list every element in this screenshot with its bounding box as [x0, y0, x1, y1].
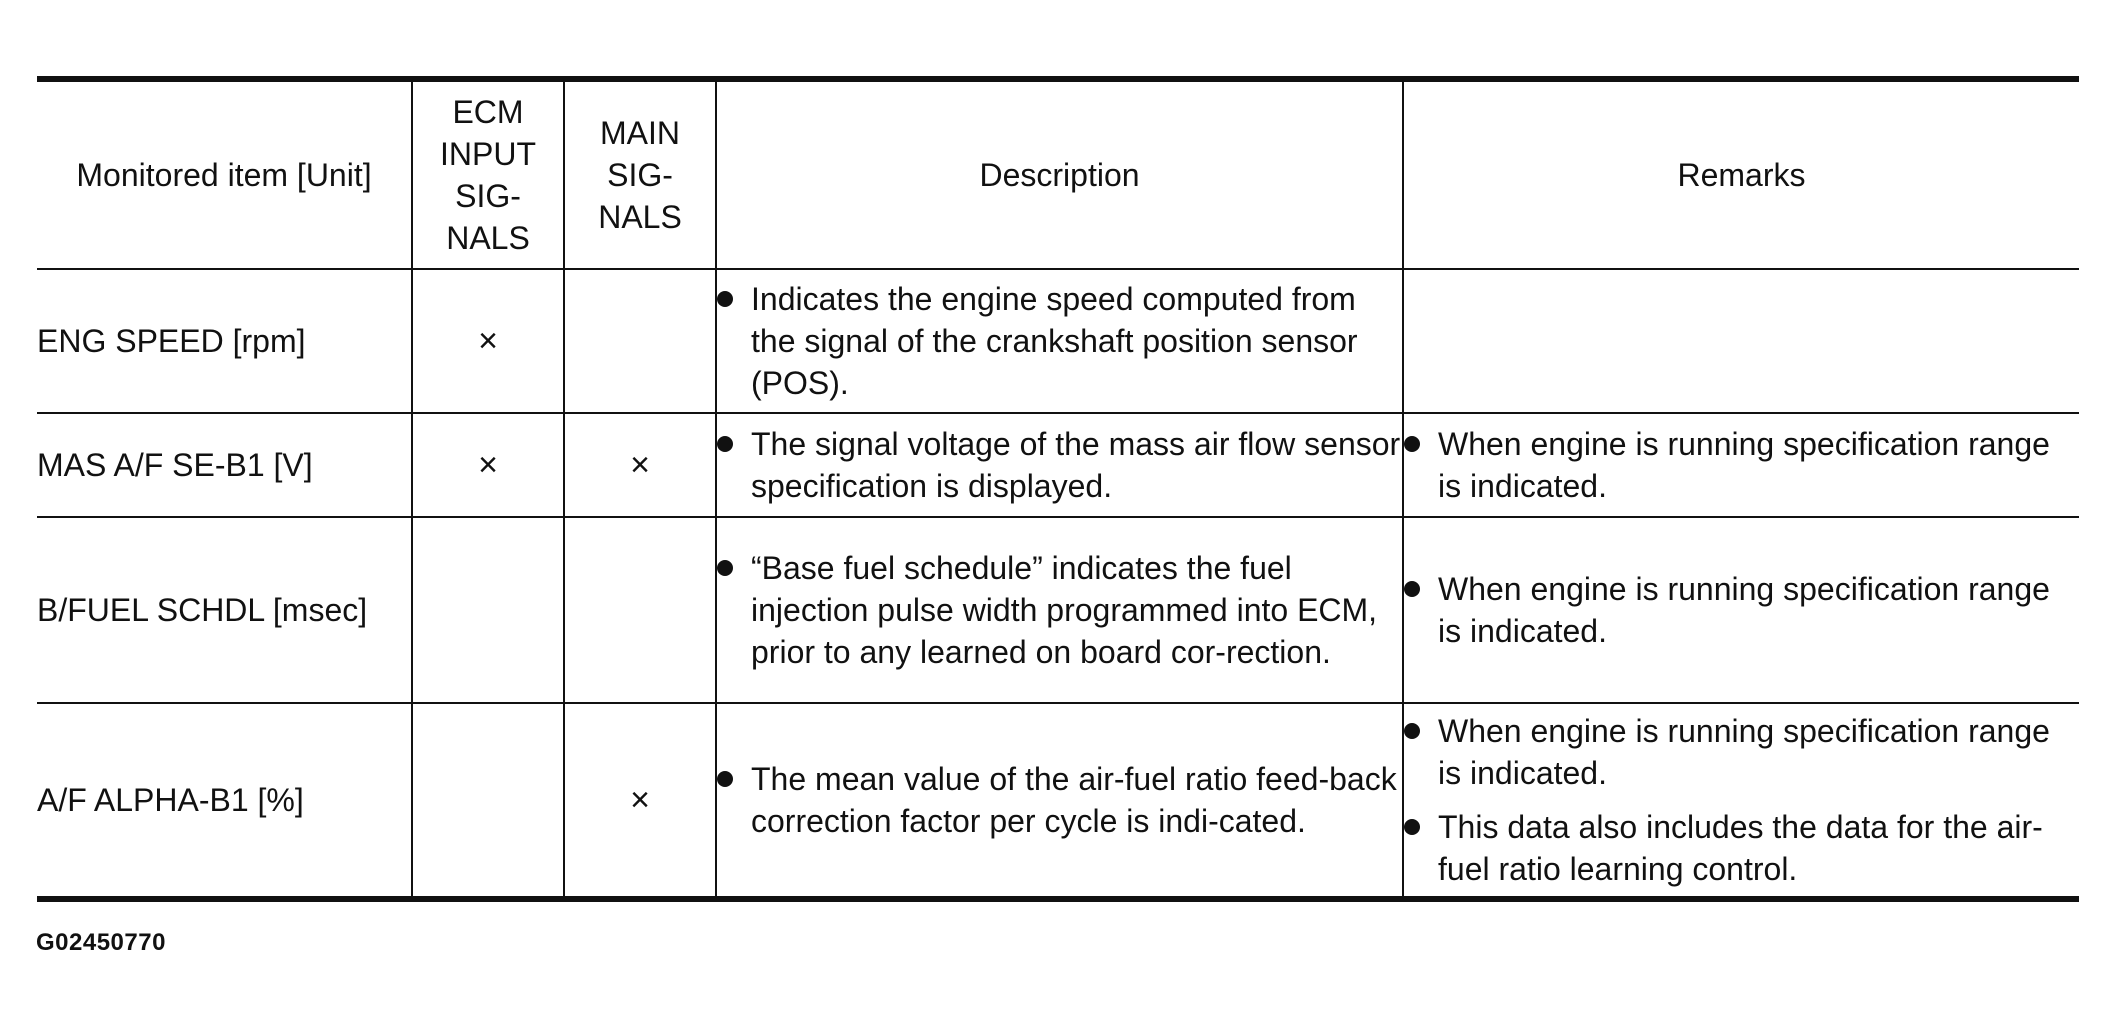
- remarks-cell: [1403, 703, 2079, 899]
- monitored-item-cell: ENG SPEED [rpm]: [37, 269, 412, 413]
- bullet-icon: [717, 436, 733, 452]
- description-cell: [716, 517, 1403, 703]
- header-remarks: Remarks: [1403, 79, 2079, 269]
- header-description: Description: [716, 79, 1403, 269]
- description-text: Indicates the engine speed computed from the signal of the crankshaft position sensor (POS).: [751, 281, 1358, 401]
- description-bullet-item: [717, 423, 1402, 507]
- remarks-bullet-item: [1404, 710, 2079, 794]
- remarks-bullet-item: [1404, 423, 2079, 507]
- ecm-input-signal-mark: ×: [412, 413, 564, 517]
- remarks-text: When engine is running specification range is indicated.: [1438, 426, 2050, 504]
- remarks-text: When engine is running specification range is indicated.: [1438, 713, 2050, 791]
- description-cell: [716, 413, 1403, 517]
- monitored-item-cell: A/F ALPHA-B1 [%]: [37, 703, 412, 899]
- description-text: “Base fuel schedule” indicates the fuel injection pulse width programmed into ECM, prior to any learned on board cor-rection.: [751, 550, 1378, 670]
- description-bullet-item: [717, 278, 1402, 404]
- bullet-icon: [1404, 723, 1420, 739]
- remarks-cell: [1403, 269, 2079, 413]
- ecm-input-signal-mark: ×: [412, 269, 564, 413]
- description-bullet-item: [717, 758, 1402, 842]
- table-row: [37, 269, 2079, 413]
- table-row: [37, 703, 2079, 899]
- bullet-icon: [1404, 436, 1420, 452]
- remarks-text: When engine is running specification range is indicated.: [1438, 571, 2050, 649]
- bullet-icon: [717, 771, 733, 787]
- main-signal-mark: ×: [564, 413, 716, 517]
- remarks-cell: [1403, 517, 2079, 703]
- table-row: [37, 413, 2079, 517]
- main-signal-mark: [564, 517, 716, 703]
- remarks-text: This data also includes the data for the air-fuel ratio learning control.: [1438, 809, 2043, 887]
- table-header-row: [37, 79, 2079, 269]
- bullet-icon: [717, 291, 733, 307]
- description-cell: [716, 703, 1403, 899]
- remarks-bullet-item: [1404, 568, 2079, 652]
- remarks-bullet-item: [1404, 806, 2079, 890]
- figure-id: G02450770: [36, 929, 166, 956]
- description-text: The mean value of the air-fuel ratio feed-back correction factor per cycle is indi-cated.: [751, 761, 1397, 839]
- header-monitored-item: Monitored item [Unit]: [37, 79, 412, 269]
- monitor-spec-table: [37, 76, 2079, 902]
- description-bullet-item: [717, 547, 1402, 673]
- monitored-item-cell: MAS A/F SE-B1 [V]: [37, 413, 412, 517]
- description-text: The signal voltage of the mass air flow sensor specification is displayed.: [751, 426, 1401, 504]
- bullet-icon: [717, 560, 733, 576]
- main-signal-mark: [564, 269, 716, 413]
- ecm-input-signal-mark: [412, 703, 564, 899]
- bullet-icon: [1404, 581, 1420, 597]
- bullet-icon: [1404, 819, 1420, 835]
- header-ecm-input-signals: ECM INPUT SIG- NALS: [412, 79, 564, 269]
- ecm-input-signal-mark: [412, 517, 564, 703]
- remarks-cell: [1403, 413, 2079, 517]
- monitored-item-cell: B/FUEL SCHDL [msec]: [37, 517, 412, 703]
- table-row: [37, 517, 2079, 703]
- header-main-signals: MAIN SIG- NALS: [564, 79, 716, 269]
- description-cell: [716, 269, 1403, 413]
- main-signal-mark: ×: [564, 703, 716, 899]
